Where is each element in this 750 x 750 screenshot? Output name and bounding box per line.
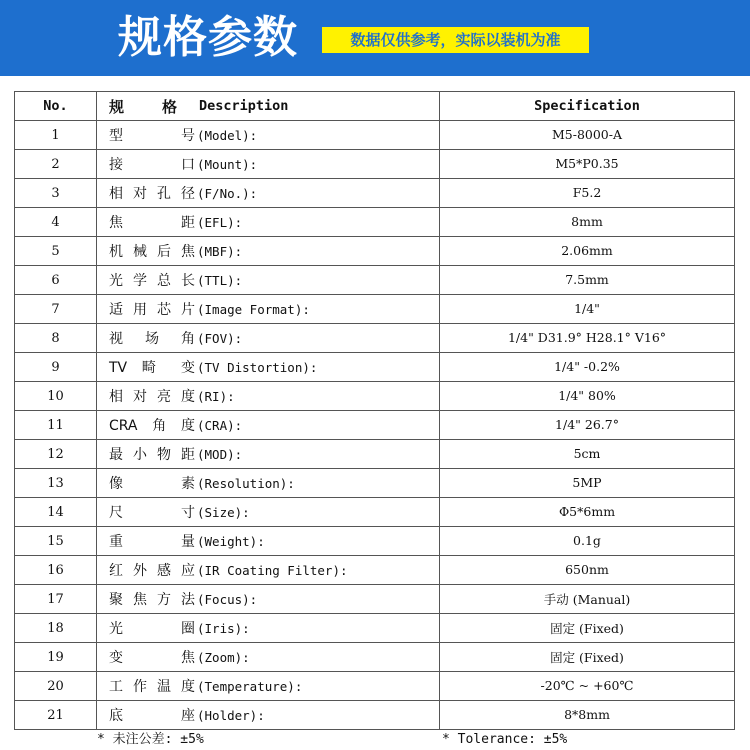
table-body xyxy=(15,121,735,730)
row-no: 11 xyxy=(47,417,64,433)
row-no-cell xyxy=(15,701,97,730)
row-label-en: (Model): xyxy=(197,127,258,143)
row-label-cn: CRA角度 xyxy=(109,418,195,434)
banner xyxy=(0,0,750,76)
row-label-en: (Iris): xyxy=(197,620,250,636)
row-no-cell xyxy=(15,266,97,295)
row-spec-cell xyxy=(440,701,735,730)
row-description-cell xyxy=(97,121,440,150)
table-row xyxy=(15,179,735,208)
row-no: 10 xyxy=(47,388,64,404)
row-no: 3 xyxy=(51,185,60,201)
row-label-en: (Zoom): xyxy=(197,649,250,665)
row-spec-value: 5MP xyxy=(572,475,602,490)
row-no-cell xyxy=(15,295,97,324)
row-spec-cell xyxy=(440,643,735,672)
row-no: 12 xyxy=(47,446,64,462)
row-spec-value: 8mm xyxy=(571,214,603,229)
row-description-cell xyxy=(97,469,440,498)
row-no-cell xyxy=(15,614,97,643)
row-description-cell xyxy=(97,614,440,643)
row-spec-cell xyxy=(440,150,735,179)
row-spec-value: 1/4" xyxy=(574,301,600,316)
row-label-en: (Weight): xyxy=(197,533,265,549)
row-label-en: (RI): xyxy=(197,388,235,404)
row-spec-cell xyxy=(440,527,735,556)
row-spec-value: 固定 (Fixed) xyxy=(550,650,624,665)
row-description-cell xyxy=(97,208,440,237)
row-description-cell xyxy=(97,382,440,411)
row-no: 15 xyxy=(47,533,64,549)
table-row xyxy=(15,208,735,237)
row-spec-value: 0.1g xyxy=(573,533,601,548)
row-label-en: (Image Format): xyxy=(197,301,310,317)
row-label-cn: 工作温度 xyxy=(109,679,195,695)
row-spec-value: 固定 (Fixed) xyxy=(550,621,624,636)
table-row xyxy=(15,614,735,643)
row-label-cn: 重量 xyxy=(109,534,195,550)
row-label-en: (Resolution): xyxy=(197,475,295,491)
row-label-en: (MOD): xyxy=(197,446,243,462)
row-label-cn: 光圈 xyxy=(109,621,195,637)
row-no: 19 xyxy=(47,649,64,665)
row-no: 5 xyxy=(51,243,60,259)
row-spec-cell xyxy=(440,411,735,440)
table-row xyxy=(15,498,735,527)
row-no-cell xyxy=(15,440,97,469)
row-description-cell xyxy=(97,585,440,614)
row-label-en: (Focus): xyxy=(197,591,258,607)
row-no: 4 xyxy=(51,214,60,230)
table-row xyxy=(15,353,735,382)
row-spec-cell xyxy=(440,324,735,353)
table-row xyxy=(15,411,735,440)
row-description-cell xyxy=(97,701,440,730)
row-label-en: (CRA): xyxy=(197,417,243,433)
table-row xyxy=(15,121,735,150)
row-description-cell xyxy=(97,556,440,585)
row-description-cell xyxy=(97,353,440,382)
row-label-en: (Size): xyxy=(197,504,250,520)
row-no: 6 xyxy=(51,272,60,288)
row-spec-value: 5cm xyxy=(573,446,601,461)
row-label-en: (Holder): xyxy=(197,707,265,723)
header-description xyxy=(97,92,440,121)
header-desc-cn: 规格 xyxy=(109,97,177,116)
row-label-en: (FOV): xyxy=(197,330,243,346)
row-description-cell xyxy=(97,498,440,527)
row-spec-cell xyxy=(440,295,735,324)
row-no: 14 xyxy=(47,504,64,520)
row-spec-value: M5*P0.35 xyxy=(555,156,619,171)
row-spec-cell xyxy=(440,469,735,498)
row-spec-cell xyxy=(440,498,735,527)
row-description-cell xyxy=(97,440,440,469)
row-label-cn: 接口 xyxy=(109,157,195,173)
table-row xyxy=(15,643,735,672)
row-no: 7 xyxy=(51,301,60,317)
row-spec-cell xyxy=(440,237,735,266)
table-row xyxy=(15,556,735,585)
row-label-cn: 视场角 xyxy=(109,331,195,347)
table-row xyxy=(15,324,735,353)
row-no: 9 xyxy=(51,359,60,375)
row-label-en: (Mount): xyxy=(197,156,258,172)
row-description-cell xyxy=(97,179,440,208)
row-no-cell xyxy=(15,353,97,382)
row-no-cell xyxy=(15,324,97,353)
row-no-cell xyxy=(15,411,97,440)
tolerance-note-en: * Tolerance: ±5% xyxy=(442,732,568,747)
row-label-en: (Temperature): xyxy=(197,678,303,694)
row-no-cell xyxy=(15,179,97,208)
row-no: 21 xyxy=(47,707,64,723)
row-label-en: (EFL): xyxy=(197,214,243,230)
row-no: 2 xyxy=(51,156,60,172)
row-no-cell xyxy=(15,585,97,614)
header-no-label: No. xyxy=(43,98,68,114)
row-no-cell xyxy=(15,208,97,237)
row-no-cell xyxy=(15,150,97,179)
row-no-cell xyxy=(15,382,97,411)
row-label-cn: 变焦 xyxy=(109,650,195,666)
table-row xyxy=(15,440,735,469)
table-row xyxy=(15,266,735,295)
row-no: 17 xyxy=(47,591,64,607)
row-label-cn: 聚焦方法 xyxy=(109,592,195,608)
row-label-cn: 最小物距 xyxy=(109,447,195,463)
row-spec-value: -20℃ ~ +60℃ xyxy=(540,678,634,693)
row-spec-cell xyxy=(440,353,735,382)
table-row xyxy=(15,382,735,411)
table-row xyxy=(15,237,735,266)
table-row xyxy=(15,295,735,324)
row-label-cn: 尺寸 xyxy=(109,505,195,521)
row-label-cn: 机械后焦 xyxy=(109,244,195,260)
row-spec-cell xyxy=(440,585,735,614)
row-no-cell xyxy=(15,527,97,556)
header-no xyxy=(15,92,97,121)
row-spec-value: 1/4" D31.9° H28.1° V16° xyxy=(507,330,667,345)
row-label-en: (TTL): xyxy=(197,272,243,288)
row-description-cell xyxy=(97,150,440,179)
row-no: 1 xyxy=(51,127,60,143)
spec-table xyxy=(14,91,735,730)
row-description-cell xyxy=(97,672,440,701)
row-no: 16 xyxy=(47,562,64,578)
row-no-cell xyxy=(15,672,97,701)
header-desc-en: Description xyxy=(199,98,289,114)
row-description-cell xyxy=(97,643,440,672)
row-label-cn: TV 畸 变 xyxy=(109,360,195,376)
table-row xyxy=(15,527,735,556)
row-spec-cell xyxy=(440,121,735,150)
row-label-en: (TV Distortion): xyxy=(197,359,318,375)
page-title: 规格参数 xyxy=(118,12,298,63)
row-description-cell xyxy=(97,295,440,324)
row-label-en: (F/No.): xyxy=(197,185,258,201)
row-label-en: (IR Coating Filter): xyxy=(197,562,348,578)
row-spec-value: 1/4" -0.2% xyxy=(554,359,620,374)
row-no: 8 xyxy=(51,330,60,346)
row-spec-cell xyxy=(440,208,735,237)
row-spec-cell xyxy=(440,672,735,701)
row-spec-cell xyxy=(440,556,735,585)
row-no: 18 xyxy=(47,620,64,636)
table-row xyxy=(15,701,735,730)
row-spec-cell xyxy=(440,179,735,208)
table-header-row xyxy=(15,92,735,121)
row-spec-value: Φ5*6mm xyxy=(558,504,616,519)
row-description-cell xyxy=(97,527,440,556)
row-spec-value: 2.06mm xyxy=(561,243,613,258)
row-spec-value: 手动 (Manual) xyxy=(543,592,631,607)
row-label-cn: 像素 xyxy=(109,476,195,492)
row-label-cn: 焦距 xyxy=(109,215,195,231)
row-spec-cell xyxy=(440,382,735,411)
row-spec-cell xyxy=(440,440,735,469)
header-spec-label: Specification xyxy=(534,98,640,114)
row-no-cell xyxy=(15,498,97,527)
row-label-cn: 相对孔径 xyxy=(109,186,195,202)
row-label-cn: 适用芯片 xyxy=(109,302,195,318)
row-description-cell xyxy=(97,237,440,266)
row-spec-value: 650nm xyxy=(565,562,609,577)
table-row xyxy=(15,469,735,498)
row-spec-cell xyxy=(440,614,735,643)
tolerance-note-cn: * 未注公差: ±5% xyxy=(97,732,204,747)
row-spec-value: F5.2 xyxy=(572,185,602,200)
table-row xyxy=(15,585,735,614)
row-no-cell xyxy=(15,469,97,498)
row-no-cell xyxy=(15,556,97,585)
row-spec-cell xyxy=(440,266,735,295)
table-row xyxy=(15,672,735,701)
row-label-cn: 光学总长 xyxy=(109,273,195,289)
row-spec-value: 8*8mm xyxy=(564,707,610,722)
row-no-cell xyxy=(15,121,97,150)
row-no: 20 xyxy=(47,678,64,694)
disclaimer-note: 数据仅供参考，实际以装机为准 xyxy=(322,27,589,53)
row-spec-value: M5-8000-A xyxy=(551,127,623,142)
row-no-cell xyxy=(15,237,97,266)
row-spec-value: 1/4" 26.7° xyxy=(555,417,619,432)
row-spec-value: 7.5mm xyxy=(565,272,609,287)
row-label-cn: 红外感应 xyxy=(109,563,195,579)
row-no-cell xyxy=(15,643,97,672)
row-description-cell xyxy=(97,324,440,353)
table-row xyxy=(15,150,735,179)
row-no: 13 xyxy=(47,475,64,491)
row-spec-value: 1/4" 80% xyxy=(558,388,616,403)
row-label-cn: 相对亮度 xyxy=(109,389,195,405)
row-description-cell xyxy=(97,266,440,295)
header-specification xyxy=(440,92,735,121)
row-label-en: (MBF): xyxy=(197,243,243,259)
row-label-cn: 型号 xyxy=(109,128,195,144)
row-description-cell xyxy=(97,411,440,440)
row-label-cn: 底座 xyxy=(109,708,195,724)
